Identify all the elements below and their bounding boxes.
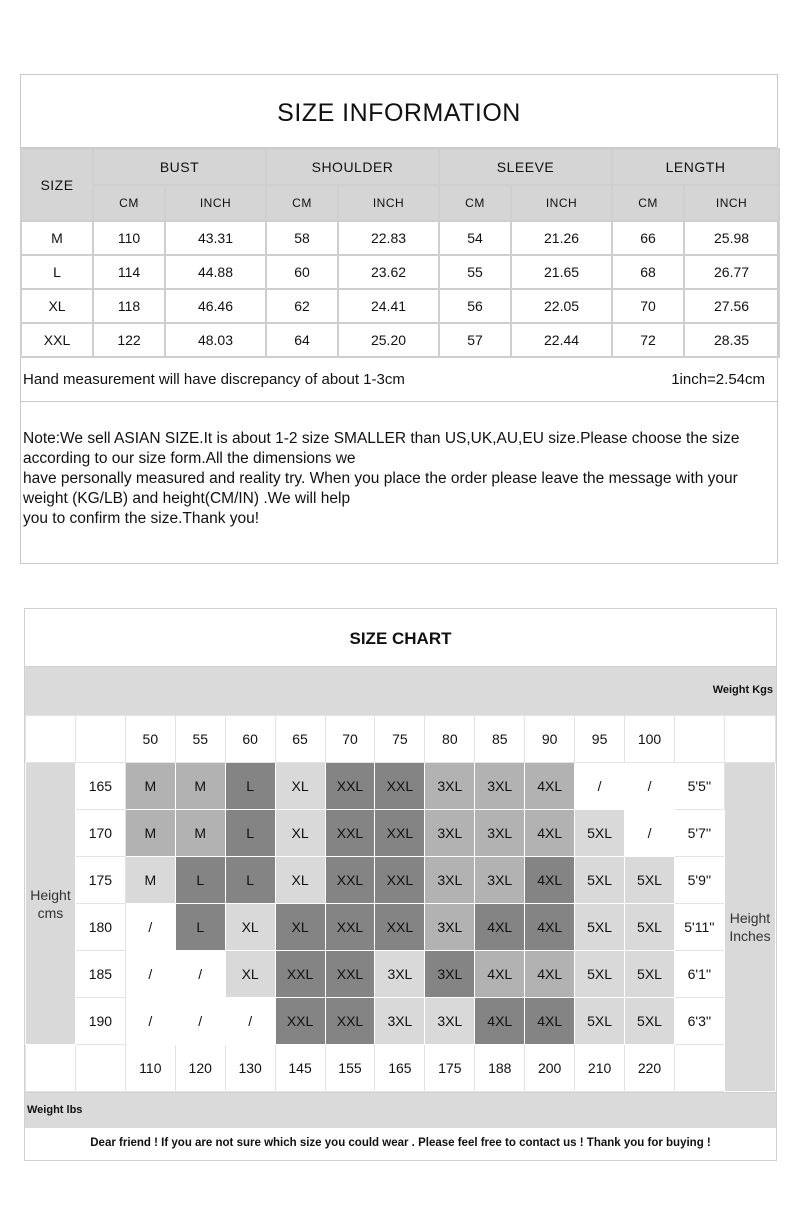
size-cell: 4XL (525, 904, 575, 951)
size-cell: 5XL (575, 904, 625, 951)
table-cell: 25.20 (338, 323, 439, 357)
weight-lb-cell: 145 (275, 1045, 325, 1092)
table-cell: 27.56 (684, 289, 779, 323)
asian-size-note (21, 402, 777, 529)
height-inch-cell: 5'5'' (674, 763, 724, 810)
size-chart-row (26, 951, 776, 998)
size-cell: 5XL (575, 857, 625, 904)
table-cell: M (21, 221, 93, 255)
size-cell: 3XL (425, 998, 475, 1045)
size-cell: XXL (325, 904, 375, 951)
size-cell: 4XL (525, 857, 575, 904)
height-cms-label: Height cms (26, 763, 76, 1045)
height-inch-cell: 5'9'' (674, 857, 724, 904)
size-chart-row (26, 810, 776, 857)
table-cell: 68 (612, 255, 684, 289)
corner-cell (75, 1045, 125, 1092)
size-cell: XL (275, 857, 325, 904)
weight-lb-cell: 210 (575, 1045, 625, 1092)
weight-lb-cell: 165 (375, 1045, 425, 1092)
size-cell: XXL (325, 857, 375, 904)
size-cell: 4XL (525, 951, 575, 998)
unit-row (21, 185, 779, 221)
weight-kgs-bar (25, 667, 776, 715)
weight-kgs-label: Weight Kgs (712, 684, 773, 696)
height-cm-cell: 190 (75, 998, 125, 1045)
weight-kg-cell: 50 (125, 716, 175, 763)
weight-lbs-row (26, 1045, 776, 1092)
table-cell: 55 (439, 255, 511, 289)
table-cell: 24.41 (338, 289, 439, 323)
weight-kg-cell: 75 (375, 716, 425, 763)
size-cell: XXL (375, 857, 425, 904)
bust-header: BUST (93, 149, 266, 185)
size-cell: 3XL (425, 904, 475, 951)
table-cell: 56 (439, 289, 511, 323)
size-cell: 4XL (475, 951, 525, 998)
size-information-table (20, 148, 780, 358)
weight-lb-cell: 110 (125, 1045, 175, 1092)
table-cell: 72 (612, 323, 684, 357)
height-inch-cell: 6'3'' (674, 998, 724, 1045)
measurement-note-bar (21, 358, 777, 402)
table-cell: 46.46 (165, 289, 266, 323)
size-cell: XXL (275, 998, 325, 1045)
size-cell: 3XL (425, 763, 475, 810)
size-cell: M (125, 857, 175, 904)
size-cell: 4XL (525, 763, 575, 810)
size-cell: XXL (325, 951, 375, 998)
size-cell: XL (225, 951, 275, 998)
size-cell: XL (225, 904, 275, 951)
weight-kg-cell: 90 (525, 716, 575, 763)
unit-cell: CM (612, 185, 684, 221)
corner-cell (724, 716, 775, 763)
size-cell: L (175, 904, 225, 951)
size-cell: / (125, 951, 175, 998)
table-cell: 44.88 (165, 255, 266, 289)
size-cell: M (175, 763, 225, 810)
size-cell: L (175, 857, 225, 904)
table-row (21, 255, 779, 289)
unit-cell: INCH (684, 185, 779, 221)
note-line: have personally measured and reality try. When you place the order please leave the message with your weight (KG/LB) and height(CM/IN) .We will help (23, 470, 738, 507)
size-cell: 3XL (425, 951, 475, 998)
size-cell: 4XL (475, 904, 525, 951)
unit-cell: CM (439, 185, 511, 221)
table-cell: 70 (612, 289, 684, 323)
size-cell: / (175, 951, 225, 998)
height-cm-cell: 180 (75, 904, 125, 951)
size-cell: 3XL (375, 951, 425, 998)
size-cell: / (225, 998, 275, 1045)
table-cell: 22.44 (511, 323, 612, 357)
table-cell: 26.77 (684, 255, 779, 289)
size-cell: / (125, 998, 175, 1045)
table-cell: L (21, 255, 93, 289)
size-cell: 4XL (475, 998, 525, 1045)
size-cell: 5XL (575, 951, 625, 998)
corner-cell (75, 716, 125, 763)
weight-lb-cell: 220 (625, 1045, 675, 1092)
size-cell: 4XL (525, 810, 575, 857)
corner-cell (674, 716, 724, 763)
weight-kg-cell: 60 (225, 716, 275, 763)
size-cell: 4XL (525, 998, 575, 1045)
unit-cell: INCH (338, 185, 439, 221)
size-cell: XXL (325, 763, 375, 810)
size-chart-row (26, 904, 776, 951)
note-line: you to confirm the size.Thank you! (23, 510, 260, 527)
table-cell: 54 (439, 221, 511, 255)
size-cell: / (625, 763, 675, 810)
table-cell: 110 (93, 221, 165, 255)
size-cell: 3XL (375, 998, 425, 1045)
weight-kg-cell: 100 (625, 716, 675, 763)
size-information-title: SIZE INFORMATION (21, 75, 777, 148)
table-cell: 25.98 (684, 221, 779, 255)
size-cell: 3XL (425, 857, 475, 904)
size-cell: 5XL (625, 998, 675, 1045)
hand-measurement-note: Hand measurement will have discrepancy of about 1-3cm (23, 371, 405, 388)
size-chart-panel (24, 608, 777, 1161)
size-chart-table (25, 715, 776, 1092)
size-cell: 3XL (475, 857, 525, 904)
table-cell: 122 (93, 323, 165, 357)
weight-kg-cell: 80 (425, 716, 475, 763)
size-cell: XXL (375, 763, 425, 810)
size-cell: / (125, 904, 175, 951)
size-cell: XL (275, 763, 325, 810)
size-cell: XXL (375, 810, 425, 857)
table-cell: 48.03 (165, 323, 266, 357)
size-information-panel (20, 74, 778, 564)
table-cell: 57 (439, 323, 511, 357)
size-cell: 3XL (475, 810, 525, 857)
corner-cell (26, 716, 76, 763)
header-row (21, 149, 779, 185)
weight-kg-cell: 70 (325, 716, 375, 763)
size-cell: XL (275, 904, 325, 951)
weight-lb-cell: 120 (175, 1045, 225, 1092)
table-cell: 64 (266, 323, 338, 357)
size-cell: M (175, 810, 225, 857)
table-cell: 114 (93, 255, 165, 289)
height-inches-label: Height Inches (724, 763, 775, 1092)
table-cell: 28.35 (684, 323, 779, 357)
size-header: SIZE (21, 149, 93, 221)
weight-lbs-label: Weight lbs (27, 1104, 83, 1116)
height-cm-cell: 170 (75, 810, 125, 857)
unit-cell: INCH (165, 185, 266, 221)
corner-cell (26, 1045, 76, 1092)
height-inch-cell: 5'7'' (674, 810, 724, 857)
table-row (21, 289, 779, 323)
table-cell: 66 (612, 221, 684, 255)
shoulder-header: SHOULDER (266, 149, 439, 185)
weight-kg-cell: 55 (175, 716, 225, 763)
size-cell: M (125, 763, 175, 810)
height-cm-cell: 165 (75, 763, 125, 810)
size-cell: L (225, 857, 275, 904)
weight-kg-cell: 95 (575, 716, 625, 763)
table-cell: 23.62 (338, 255, 439, 289)
table-cell: 118 (93, 289, 165, 323)
weight-lb-cell: 175 (425, 1045, 475, 1092)
unit-cell: INCH (511, 185, 612, 221)
contact-footer: Dear friend ! If you are not sure which size you could wear . Please feel free to contact us ! Thank you for buying ! (90, 1137, 711, 1149)
note-line: Note:We sell ASIAN SIZE.It is about 1-2 size SMALLER than US,UK,AU,EU size.Please choose the size according to our size form.All the dimensions we (23, 430, 740, 467)
weight-lb-cell: 188 (475, 1045, 525, 1092)
size-chart-title: SIZE CHART (25, 609, 776, 667)
weight-lbs-bar (25, 1092, 776, 1128)
weight-lb-cell: 155 (325, 1045, 375, 1092)
table-cell: 21.26 (511, 221, 612, 255)
weight-kg-cell: 65 (275, 716, 325, 763)
weight-kgs-row (26, 716, 776, 763)
size-cell: 5XL (625, 904, 675, 951)
table-cell: XL (21, 289, 93, 323)
size-cell: M (125, 810, 175, 857)
size-cell: L (225, 810, 275, 857)
length-header: LENGTH (612, 149, 779, 185)
table-cell: 43.31 (165, 221, 266, 255)
height-cm-cell: 175 (75, 857, 125, 904)
size-cell: 3XL (425, 810, 475, 857)
size-cell: XXL (325, 810, 375, 857)
table-cell: 60 (266, 255, 338, 289)
size-cell: / (625, 810, 675, 857)
size-cell: XXL (275, 951, 325, 998)
table-cell: 58 (266, 221, 338, 255)
inch-conversion-note: 1inch=2.54cm (671, 371, 765, 388)
table-row (21, 221, 779, 255)
size-cell: XXL (375, 904, 425, 951)
table-cell: 22.05 (511, 289, 612, 323)
weight-kg-cell: 85 (475, 716, 525, 763)
size-cell: 5XL (625, 951, 675, 998)
size-cell: / (175, 998, 225, 1045)
size-cell: 5XL (575, 810, 625, 857)
weight-lb-cell: 200 (525, 1045, 575, 1092)
height-inch-cell: 6'1'' (674, 951, 724, 998)
weight-lb-cell: 130 (225, 1045, 275, 1092)
table-row (21, 323, 779, 357)
unit-cell: CM (93, 185, 165, 221)
table-cell: 22.83 (338, 221, 439, 255)
size-chart-row (26, 998, 776, 1045)
size-cell: 3XL (475, 763, 525, 810)
unit-cell: CM (266, 185, 338, 221)
size-cell: XL (275, 810, 325, 857)
sleeve-header: SLEEVE (439, 149, 612, 185)
table-cell: 62 (266, 289, 338, 323)
size-cell: 5XL (625, 857, 675, 904)
size-chart-row (26, 857, 776, 904)
corner-cell (674, 1045, 724, 1092)
table-cell: 21.65 (511, 255, 612, 289)
height-inch-cell: 5'11'' (674, 904, 724, 951)
size-chart-row (26, 763, 776, 810)
size-cell: 5XL (575, 998, 625, 1045)
size-cell: XXL (325, 998, 375, 1045)
size-cell: L (225, 763, 275, 810)
height-cm-cell: 185 (75, 951, 125, 998)
table-cell: XXL (21, 323, 93, 357)
size-cell: / (575, 763, 625, 810)
